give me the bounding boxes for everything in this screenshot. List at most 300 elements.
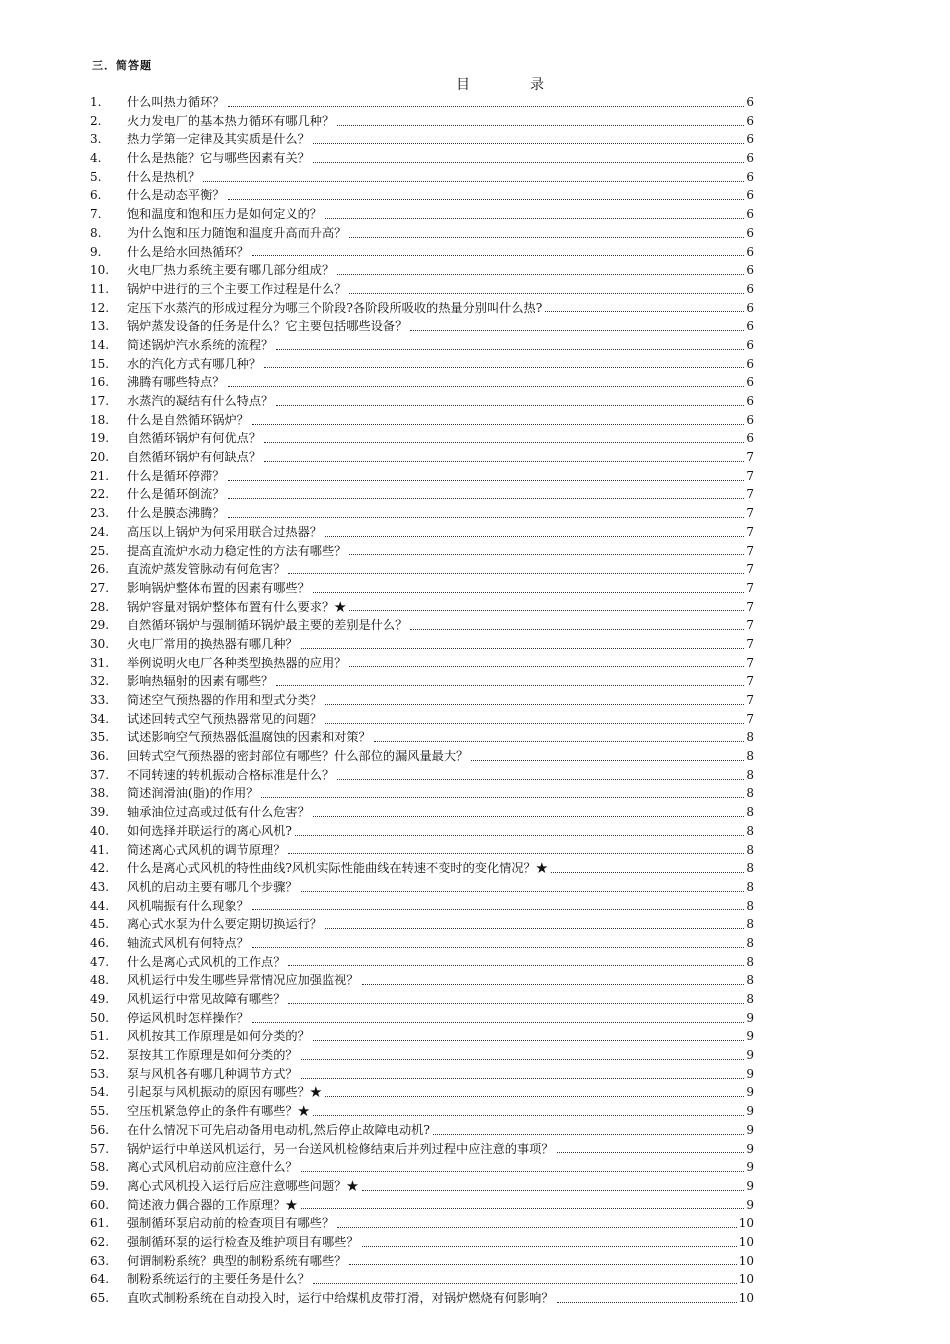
toc-dot-leader — [325, 690, 744, 705]
toc-entry-title[interactable]: 自然循环锅炉有何缺点？ — [127, 450, 262, 465]
toc-entry-title[interactable]: 饱和温度和饱和压力是如何定义的？ — [127, 207, 322, 222]
toc-entry-number: 12. — [90, 300, 110, 315]
toc-entry-number: 48. — [90, 973, 110, 988]
toc-entry[interactable] — [90, 523, 754, 542]
toc-entry-page: 6 — [746, 300, 754, 315]
toc-entry-title[interactable]: 离心式风机投入运行后应注意哪些问题？★ — [127, 1178, 359, 1193]
toc-dot-leader — [362, 1176, 744, 1191]
toc-entry-number: 43. — [90, 879, 110, 894]
toc-entry-page: 9 — [746, 1197, 754, 1212]
toc-dot-leader — [362, 970, 744, 985]
toc-entry-title[interactable]: 什么叫热力循环？ — [127, 95, 225, 109]
toc-entry-number: 37. — [90, 767, 110, 782]
toc-entry-number: 35. — [90, 730, 110, 745]
toc-entry[interactable] — [90, 392, 754, 411]
table-of-contents — [90, 93, 754, 1308]
toc-entry[interactable] — [90, 822, 754, 841]
toc-entry-page: 10 — [738, 1272, 754, 1287]
toc-entry[interactable] — [90, 336, 754, 355]
toc-entry[interactable] — [90, 691, 754, 710]
toc-entry-title[interactable]: 什么是循环停滞？ — [127, 468, 225, 483]
toc-entry-title[interactable]: 锅炉蒸发设备的任务是什么？它主要包括哪些设备？ — [127, 319, 408, 334]
toc-dot-leader — [325, 204, 744, 219]
toc-dot-leader — [301, 1064, 744, 1079]
toc-entry-title[interactable]: 水蒸汽的凝结有什么特点？ — [127, 394, 274, 408]
toc-entry[interactable] — [90, 915, 754, 934]
toc-entry-page: 8 — [746, 954, 754, 969]
toc-entry-number: 65. — [90, 1291, 110, 1305]
toc-entry-title[interactable]: 什么是自然循环锅炉？ — [127, 412, 249, 427]
toc-entry[interactable] — [90, 616, 754, 635]
toc-entry-title[interactable]: 风机喘振有什么现象？ — [127, 898, 249, 913]
toc-entry-title[interactable]: 什么是热能？它与哪些因素有关？ — [127, 151, 310, 166]
toc-entry-number: 13. — [90, 319, 110, 334]
toc-entry-number: 1. — [90, 95, 102, 109]
toc-entry-number: 55. — [90, 1104, 110, 1119]
toc-entry-number: 27. — [90, 580, 110, 595]
toc-entry-page: 6 — [746, 356, 754, 371]
toc-entry-title[interactable]: 什么是膜态沸腾？ — [127, 506, 225, 521]
toc-entry-page: 9 — [746, 1066, 754, 1081]
toc-entry-page: 7 — [746, 599, 754, 614]
toc-entry-number: 24. — [90, 524, 110, 539]
toc-entry-title[interactable]: 轴流式风机有何特点？ — [127, 935, 249, 950]
toc-entry-title[interactable]: 引起泵与风机振动的原因有哪些？★ — [127, 1085, 322, 1100]
toc-entry-title[interactable]: 简述液力偶合器的工作原理？★ — [127, 1197, 298, 1212]
toc-entry-page: 7 — [746, 580, 754, 595]
toc-entry-page: 7 — [746, 543, 754, 558]
toc-entry-title[interactable]: 举例说明火电厂各种类型换热器的应用？ — [127, 655, 347, 670]
toc-entry[interactable] — [90, 803, 754, 822]
toc-entry-title[interactable]: 定压下水蒸汽的形成过程分为哪三个阶段?各阶段所吸收的热量分别叫什么热? — [127, 300, 543, 315]
toc-entry[interactable] — [90, 747, 754, 766]
toc-entry[interactable] — [90, 1270, 754, 1289]
toc-entry[interactable] — [90, 1065, 754, 1084]
toc-entry[interactable] — [90, 1252, 754, 1271]
toc-dot-leader — [288, 989, 744, 1004]
toc-entry-page: 8 — [746, 917, 754, 932]
toc-entry-page: 7 — [746, 618, 754, 633]
toc-dot-leader — [337, 260, 744, 275]
toc-entry-number: 19. — [90, 431, 110, 446]
toc-entry[interactable] — [90, 897, 754, 916]
toc-title-char-2: 录 — [530, 77, 544, 93]
toc-entry-title[interactable]: 风机运行中发生哪些异常情况应加强监视？ — [127, 973, 359, 988]
toc-dot-leader — [551, 858, 744, 873]
toc-entry-page: 6 — [746, 319, 754, 334]
toc-entry-title[interactable]: 试述回转式空气预热器常见的问题？ — [127, 711, 322, 726]
toc-entry[interactable] — [90, 1140, 754, 1159]
toc-entry-title[interactable]: 热力学第一定律及其实质是什么？ — [127, 132, 310, 147]
toc-entry-page: 7 — [746, 524, 754, 539]
toc-entry-number: 60. — [90, 1197, 110, 1212]
toc-entry-title[interactable]: 风机运行中常见故障有哪些？ — [127, 992, 286, 1006]
toc-entry[interactable] — [90, 429, 754, 448]
toc-entry-number: 7. — [90, 207, 102, 222]
toc-entry-page: 10 — [738, 1291, 754, 1305]
toc-entry-title[interactable]: 强制循环泵启动前的检查项目有哪些？ — [127, 1216, 335, 1231]
toc-dot-leader — [228, 372, 745, 387]
toc-dot-leader — [276, 335, 744, 350]
toc-entry[interactable] — [90, 579, 754, 598]
toc-entry-number: 47. — [90, 954, 110, 969]
toc-entry-number: 49. — [90, 992, 110, 1006]
toc-entry-title[interactable]: 火电厂常用的换热器有哪几种？ — [127, 636, 298, 651]
toc-entry-title[interactable]: 强制循环泵的运行检查及维护项目有哪些？ — [127, 1234, 359, 1249]
toc-entry-page: 9 — [746, 1104, 754, 1119]
toc-entry-page: 9 — [746, 1141, 754, 1156]
toc-entry-page: 6 — [746, 169, 754, 184]
toc-entry-title[interactable]: 什么是离心式风机的特性曲线?风机实际性能曲线在转速不变时的变化情况？★ — [127, 861, 548, 876]
toc-dot-leader — [349, 540, 744, 555]
toc-entry[interactable] — [90, 186, 754, 205]
toc-dot-leader — [301, 1045, 744, 1060]
toc-entry[interactable] — [90, 93, 754, 112]
toc-entry-title[interactable]: 简述锅炉汽水系统的流程？ — [127, 337, 274, 352]
toc-entry-title[interactable]: 影响锅炉整体布置的因素有哪些？ — [127, 580, 310, 595]
toc-entry-number: 52. — [90, 1048, 110, 1063]
toc-entry[interactable] — [90, 971, 754, 990]
toc-dot-leader — [228, 466, 745, 481]
toc-entry-title[interactable]: 提高直流炉水动力稳定性的方法有哪些？ — [127, 543, 347, 558]
toc-entry-page: 6 — [746, 225, 754, 240]
toc-entry-number: 30. — [90, 636, 110, 651]
toc-entry[interactable] — [90, 766, 754, 785]
toc-entry-page: 8 — [746, 842, 754, 857]
toc-entry-page: 6 — [746, 281, 754, 296]
toc-dot-leader — [288, 839, 744, 854]
toc-entry[interactable] — [90, 1158, 754, 1177]
toc-entry-title[interactable]: 回转式空气预热器的密封部位有哪些？什么部位的漏风量最大？ — [127, 749, 469, 764]
toc-entry[interactable] — [90, 448, 754, 467]
toc-entry-title[interactable]: 火力发电厂的基本热力循环有哪几种？ — [127, 113, 335, 128]
toc-dot-leader — [203, 167, 744, 182]
toc-entry-number: 2. — [90, 113, 102, 128]
toc-dot-leader — [313, 148, 744, 163]
toc-entry-number: 28. — [90, 599, 110, 614]
toc-dot-leader — [252, 410, 744, 425]
toc-entry[interactable] — [90, 990, 754, 1009]
toc-entry[interactable] — [90, 112, 754, 131]
toc-entry-number: 58. — [90, 1160, 110, 1175]
toc-entry-number: 4. — [90, 151, 102, 166]
toc-entry-page: 7 — [746, 711, 754, 726]
toc-entry-page: 8 — [746, 823, 754, 838]
toc-entry-title[interactable]: 泵按其工作原理是如何分类的？ — [127, 1048, 298, 1063]
section-heading: 三．简答题 — [92, 59, 152, 72]
toc-entry[interactable] — [90, 1289, 754, 1308]
toc-dot-leader — [252, 895, 744, 910]
toc-dot-leader — [261, 783, 744, 798]
toc-entry-number: 36. — [90, 749, 110, 764]
toc-entry-number: 63. — [90, 1253, 110, 1268]
toc-entry[interactable] — [90, 280, 754, 299]
toc-entry-number: 54. — [90, 1085, 110, 1100]
toc-entry[interactable] — [90, 168, 754, 187]
toc-entry[interactable] — [90, 317, 754, 336]
toc-dot-leader — [313, 578, 744, 593]
toc-dot-leader — [325, 914, 744, 929]
toc-entry-title[interactable]: 风机的启动主要有哪几个步骤？ — [127, 879, 298, 894]
toc-entry[interactable] — [90, 1177, 754, 1196]
toc-entry[interactable] — [90, 205, 754, 224]
toc-entry-page: 9 — [746, 1122, 754, 1137]
toc-entry-number: 41. — [90, 842, 110, 857]
toc-dot-leader — [349, 652, 744, 667]
toc-entry[interactable] — [90, 130, 754, 149]
toc-entry-page: 6 — [746, 412, 754, 427]
toc-entry-number: 22. — [90, 487, 110, 502]
toc-entry-number: 25. — [90, 543, 110, 558]
toc-entry-page: 6 — [746, 188, 754, 203]
toc-entry[interactable] — [90, 224, 754, 243]
toc-entry-page: 6 — [746, 375, 754, 390]
toc-entry-number: 11. — [90, 281, 110, 296]
toc-entry-title[interactable]: 火电厂热力系统主要有哪几部分组成？ — [127, 263, 335, 278]
toc-dot-leader — [288, 559, 744, 574]
toc-dot-leader — [228, 185, 745, 200]
toc-entry-title[interactable]: 水的汽化方式有哪几种？ — [127, 356, 262, 371]
toc-dot-leader — [325, 1082, 744, 1097]
toc-entry-page: 7 — [746, 655, 754, 670]
toc-entry[interactable] — [90, 243, 754, 262]
toc-dot-leader — [252, 241, 744, 256]
toc-entry-page: 8 — [746, 805, 754, 820]
toc-entry[interactable] — [90, 635, 754, 654]
toc-entry-number: 61. — [90, 1216, 110, 1231]
toc-entry[interactable] — [90, 598, 754, 617]
toc-entry-number: 18. — [90, 412, 110, 427]
toc-entry-title[interactable]: 高压以上锅炉为何采用联合过热器？ — [127, 524, 322, 539]
toc-entry-page: 10 — [738, 1253, 754, 1268]
toc-entry-page: 6 — [746, 113, 754, 128]
toc-entry[interactable] — [90, 710, 754, 729]
toc-entry-number: 39. — [90, 805, 110, 820]
toc-dot-leader — [349, 223, 744, 238]
toc-entry-number: 51. — [90, 1029, 110, 1044]
toc-entry[interactable] — [90, 672, 754, 691]
toc-entry[interactable] — [90, 1196, 754, 1215]
toc-entry[interactable] — [90, 654, 754, 673]
toc-dot-leader — [264, 353, 744, 368]
toc-entry-title[interactable]: 风机按其工作原理是如何分类的？ — [127, 1029, 310, 1044]
toc-entry-title[interactable]: 为什么饱和压力随饱和温度升高而升高？ — [127, 225, 347, 240]
toc-dot-leader — [313, 802, 744, 817]
toc-entry-page: 9 — [746, 1178, 754, 1193]
toc-entry-page: 8 — [746, 786, 754, 801]
toc-entry-page: 8 — [746, 879, 754, 894]
toc-entry-title[interactable]: 在什么情况下可先启动备用电动机,然后停止故障电动机? — [127, 1122, 430, 1137]
toc-entry[interactable] — [90, 1233, 754, 1252]
toc-entry-title[interactable]: 如何选择并联运行的离心风机? — [127, 823, 292, 838]
toc-entry-title[interactable]: 轴承油位过高或过低有什么危害？ — [127, 805, 310, 820]
toc-dot-leader — [313, 1269, 737, 1284]
toc-entry[interactable] — [90, 841, 754, 860]
toc-entry-number: 9. — [90, 244, 102, 259]
toc-entry-number: 57. — [90, 1141, 110, 1156]
toc-dot-leader — [228, 503, 745, 518]
toc-entry-title[interactable]: 锅炉运行中单送风机运行，另一台送风机检修结束后并列过程中应注意的事项？ — [127, 1141, 554, 1156]
toc-entry[interactable] — [90, 467, 754, 486]
toc-entry[interactable] — [90, 784, 754, 803]
toc-dot-leader — [337, 1213, 737, 1228]
toc-entry-page: 7 — [746, 450, 754, 465]
toc-entry[interactable] — [90, 934, 754, 953]
toc-entry-number: 40. — [90, 823, 110, 838]
toc-entry-title[interactable]: 空压机紧急停止的条件有哪些？★ — [127, 1104, 310, 1119]
toc-entry-title[interactable]: 简述润滑油(脂)的作用？ — [127, 786, 259, 801]
toc-entry-title[interactable]: 直流炉蒸发管脉动有何危害？ — [127, 562, 286, 577]
toc-entry-title[interactable]: 制粉系统运行的主要任务是什么？ — [127, 1272, 310, 1287]
toc-dot-leader — [374, 727, 744, 742]
toc-dot-leader — [349, 1250, 736, 1265]
toc-entry-page: 7 — [746, 693, 754, 707]
toc-entry-page: 7 — [746, 674, 754, 689]
toc-entry[interactable] — [90, 504, 754, 523]
toc-entry-number: 16. — [90, 375, 110, 390]
toc-entry-page: 7 — [746, 468, 754, 483]
toc-entry-title[interactable]: 什么是热机？ — [127, 169, 201, 184]
toc-entry-page: 6 — [746, 207, 754, 222]
toc-dot-leader — [410, 615, 744, 630]
toc-entry-number: 46. — [90, 935, 110, 950]
toc-dot-leader — [313, 129, 744, 144]
toc-entry-title[interactable]: 直吹式制粉系统在自动投入时，运行中给煤机皮带打滑，对锅炉燃烧有何影响？ — [127, 1291, 554, 1305]
toc-dot-leader — [301, 1194, 744, 1209]
toc-entry[interactable] — [90, 299, 754, 318]
toc-entry-page: 6 — [746, 244, 754, 259]
toc-entry-title[interactable]: 什么是给水回热循环？ — [127, 244, 249, 259]
toc-entry[interactable] — [90, 728, 754, 747]
toc-entry[interactable] — [90, 542, 754, 561]
toc-dot-leader — [301, 877, 744, 892]
toc-entry-number: 10. — [90, 263, 110, 278]
toc-entry-title[interactable]: 影响热辐射的因素有哪些？ — [127, 674, 274, 689]
toc-dot-leader — [337, 765, 744, 780]
toc-entry[interactable] — [90, 355, 754, 374]
toc-entry[interactable] — [90, 1027, 754, 1046]
toc-dot-leader — [228, 92, 745, 107]
toc-entry-number: 17. — [90, 394, 110, 408]
toc-entry[interactable] — [90, 1121, 754, 1140]
toc-entry-number: 15. — [90, 356, 110, 371]
toc-entry[interactable] — [90, 1102, 754, 1121]
toc-entry-page: 10 — [738, 1234, 754, 1249]
toc-entry-title[interactable]: 泵与风机各有哪几种调节方式？ — [127, 1066, 298, 1081]
toc-entry-number: 38. — [90, 786, 110, 801]
toc-entry-number: 62. — [90, 1234, 110, 1249]
toc-dot-leader — [557, 1138, 744, 1153]
toc-entry-title[interactable]: 什么是循环倒流？ — [127, 487, 225, 502]
toc-entry-page: 7 — [746, 562, 754, 577]
toc-dot-leader — [288, 951, 744, 966]
toc-entry-number: 8. — [90, 225, 102, 240]
toc-entry-page: 6 — [746, 95, 754, 109]
toc-entry[interactable] — [90, 878, 754, 897]
toc-dot-leader — [301, 634, 744, 649]
toc-entry-number: 23. — [90, 506, 110, 521]
toc-dot-leader — [313, 1101, 744, 1116]
toc-entry-number: 44. — [90, 898, 110, 913]
toc-entry-title[interactable]: 锅炉容量对锅炉整体布置有什么要求？★ — [127, 599, 347, 614]
toc-entry-number: 56. — [90, 1122, 110, 1137]
toc-entry[interactable] — [90, 859, 754, 878]
toc-entry[interactable] — [90, 411, 754, 430]
toc-dot-leader — [325, 709, 744, 724]
toc-entry-title[interactable]: 离心式水泵为什么要定期切换运行？ — [127, 917, 322, 932]
toc-entry-title[interactable]: 何谓制粉系统？典型的制粉系统有哪些？ — [127, 1253, 347, 1268]
toc-entry-title[interactable]: 自然循环锅炉有何优点？ — [127, 431, 262, 446]
toc-dot-leader — [301, 1157, 744, 1172]
toc-entry[interactable] — [90, 560, 754, 579]
toc-entry-number: 59. — [90, 1178, 110, 1193]
toc-entry-title[interactable]: 停运风机时怎样操作？ — [127, 1010, 249, 1025]
toc-entry-title[interactable]: 沸腾有哪些特点？ — [127, 375, 225, 390]
toc-entry-page: 7 — [746, 487, 754, 502]
toc-entry-page: 7 — [746, 636, 754, 651]
toc-entry-number: 20. — [90, 450, 110, 465]
toc-entry-number: 31. — [90, 655, 110, 670]
toc-dot-leader — [313, 1026, 744, 1041]
toc-dot-leader — [410, 316, 744, 331]
toc-dot-leader — [264, 447, 744, 462]
toc-entry-page: 7 — [746, 506, 754, 521]
toc-entry-title[interactable]: 什么是离心式风机的工作点？ — [127, 954, 286, 969]
toc-entry-page: 8 — [746, 898, 754, 913]
toc-dot-leader — [362, 1232, 737, 1247]
toc-entry-number: 53. — [90, 1066, 110, 1081]
toc-entry-title[interactable]: 离心式风机启动前应注意什么？ — [127, 1160, 298, 1175]
toc-entry[interactable] — [90, 953, 754, 972]
toc-entry-page: 9 — [746, 1160, 754, 1175]
toc-entry-page: 8 — [746, 767, 754, 782]
toc-entry-title[interactable]: 锅炉中进行的三个主要工作过程是什么？ — [127, 281, 347, 296]
toc-dot-leader — [264, 428, 744, 443]
toc-entry-title[interactable]: 不同转速的转机振动合格标准是什么？ — [127, 767, 335, 782]
toc-entry[interactable] — [90, 373, 754, 392]
toc-entry-number: 34. — [90, 711, 110, 726]
toc-dot-leader — [471, 746, 744, 761]
toc-entry[interactable] — [90, 149, 754, 168]
toc-entry[interactable] — [90, 1214, 754, 1233]
toc-entry-page: 9 — [746, 1048, 754, 1063]
toc-dot-leader — [349, 596, 744, 611]
toc-entry-number: 33. — [90, 693, 110, 707]
toc-entry-number: 14. — [90, 337, 110, 352]
toc-entry-title[interactable]: 什么是动态平衡？ — [127, 188, 225, 203]
toc-entry-page: 6 — [746, 337, 754, 352]
toc-entry-number: 21. — [90, 468, 110, 483]
toc-entry-page: 8 — [746, 730, 754, 745]
toc-entry[interactable] — [90, 261, 754, 280]
toc-entry[interactable] — [90, 1009, 754, 1028]
toc-entry[interactable] — [90, 1083, 754, 1102]
toc-entry-title[interactable]: 自然循环锅炉与强制循环锅炉最主要的差别是什么？ — [127, 618, 408, 633]
toc-entry-page: 6 — [746, 263, 754, 278]
toc-dot-leader — [545, 297, 744, 312]
toc-entry-page: 9 — [746, 1010, 754, 1025]
toc-entry-number: 42. — [90, 861, 110, 876]
toc-entry-title[interactable]: 简述空气预热器的作用和型式分类？ — [127, 693, 322, 707]
toc-dot-leader — [252, 933, 744, 948]
toc-entry-page: 8 — [746, 861, 754, 876]
toc-entry[interactable] — [90, 1046, 754, 1065]
toc-entry-page: 6 — [746, 431, 754, 446]
toc-entry-title[interactable]: 试述影响空气预热器低温腐蚀的因素和对策？ — [127, 730, 371, 745]
toc-entry-title[interactable]: 简述离心式风机的调节原理？ — [127, 842, 286, 857]
toc-entry[interactable] — [90, 485, 754, 504]
toc-dot-leader — [276, 391, 744, 406]
